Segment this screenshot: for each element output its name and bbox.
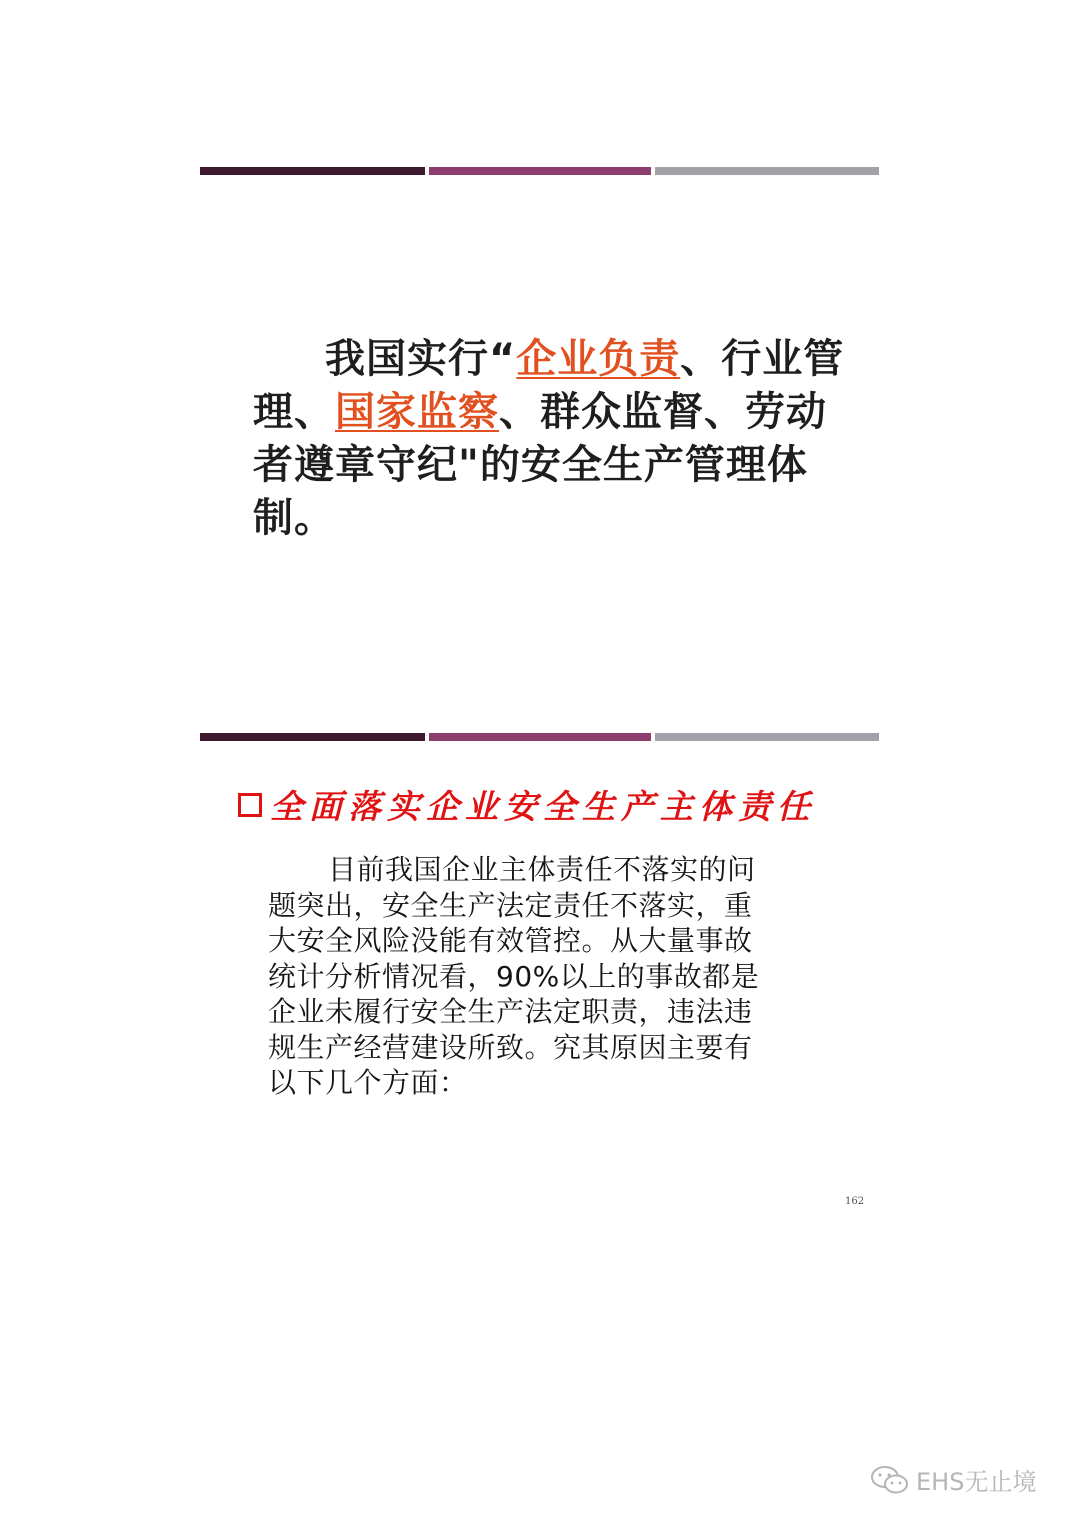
slide1-text-segment: 、行业管理、 [253,336,845,435]
slide1-text-segment: 、群众监督、劳动者遵章守纪"的安全生产管理体制。 [253,389,827,541]
slide1-text-segment: 我国实行“ [325,336,517,382]
divider-segment-magenta [429,733,651,741]
divider-segment-grey [655,167,879,175]
divider-segment-dark [200,733,425,741]
slide1-paragraph [253,333,853,545]
page-number: 162 [845,1196,865,1207]
divider-segment-grey [655,733,879,741]
wechat-icon [870,1465,910,1495]
watermark-text: EHS无止境 [916,1468,1037,1496]
slide1-highlight-segment: 国家监察 [335,389,499,435]
checkbox-square-icon [238,793,262,817]
divider-bar-top [200,167,879,175]
slide2-heading [238,781,858,828]
divider-segment-dark [200,167,425,175]
slide2-paragraph: 目前我国企业主体责任不落实的问题突出，安全生产法定责任不落实，重大安全风险没能有效管控。从大量事故统计分析情况看，90%以上的事故都是企业未履行安全生产法定职责，违法违规生产经营建设所致。究其原因主要有以下几个方面： [268,853,760,1099]
divider-segment-magenta [429,167,651,175]
divider-bar-bottom [200,733,879,741]
slide1-highlight-segment: 企业负责 [516,336,681,382]
watermark [870,1462,1036,1497]
slide2-heading-text: 全面落实企业安全生产主体责任 [270,787,816,826]
